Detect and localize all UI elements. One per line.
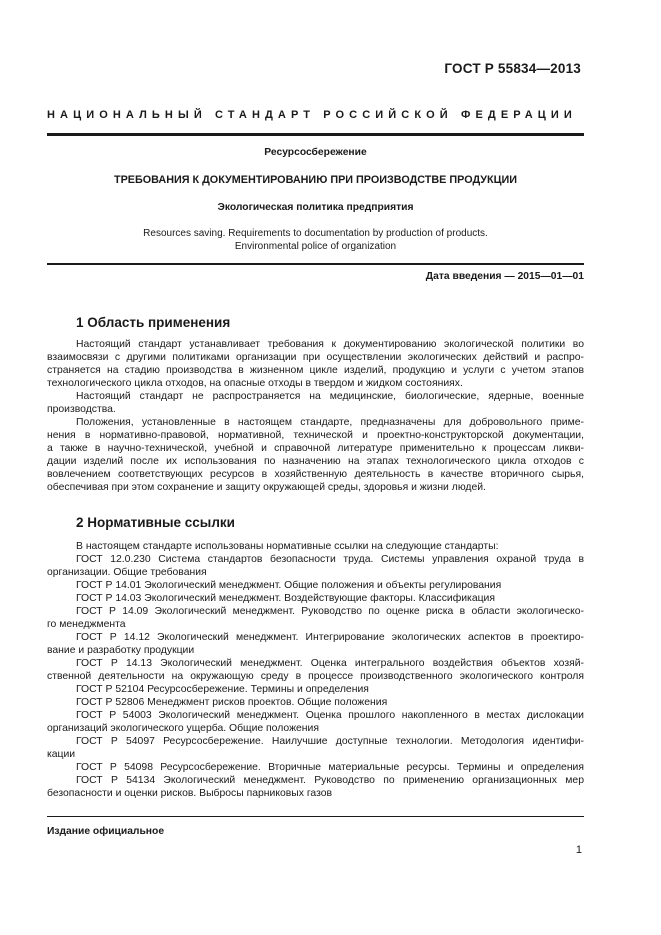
text-line: Настоящий стандарт устанавливает требования к документированию экологической политики во <box>76 339 584 350</box>
reference-line: ГОСТ 12.0.230 Система стандартов безопасности труда. Системы управления охраной труда в <box>76 554 584 565</box>
reference-line: организаций экологического ущерба. Общие положения <box>47 723 319 734</box>
reference-line: ГОСТ Р 14.03 Экологический менеджмент. Воздействующие факторы. Классификация <box>76 593 495 604</box>
text-line: Настоящий стандарт не распространяется на медицинские, биологические, ядерные, военные <box>76 391 584 402</box>
reference-line: вание и разработку продукции <box>47 645 195 656</box>
document-title: ТРЕБОВАНИЯ К ДОКУМЕНТИРОВАНИЮ ПРИ ПРОИЗВОДСТВЕ ПРОДУКЦИИ <box>113 174 517 186</box>
english-title-line-2: Environmental police of organization <box>234 241 397 252</box>
document-subtitle: Экологическая политика предприятия <box>217 202 414 213</box>
page-number: 1 <box>575 844 582 856</box>
reference-line: безопасности и оценки рисков. Выбросы парниковых газов <box>47 788 333 799</box>
section-2-body <box>47 540 584 800</box>
text-line: взаимосвязи с другими политиками организации при осуществлении экологических действий и распро- <box>47 352 584 363</box>
title-group: Ресурсосбережение <box>264 147 367 158</box>
text-line: страняется на стадию производства в жизненном цикле изделий, продукцию и услуги с учетом этапов <box>47 365 584 376</box>
footer-divider <box>47 816 584 817</box>
reference-line: ГОСТ Р 14.12 Экологический менеджмент. Интегрирование экологических аспектов в проектиро- <box>76 632 584 643</box>
reference-line: кации <box>47 749 76 760</box>
title-divider <box>47 263 584 265</box>
reference-line: ственной деятельности на окружающую среду в процессе производственного экологического контроля <box>47 671 584 682</box>
text-line: нения в нормативно-правовой, нормативной, технической и проектно-конструкторской документации, <box>47 430 584 441</box>
reference-line: организации. Общие требования <box>47 567 207 578</box>
reference-line: ГОСТ Р 14.01 Экологический менеджмент. Общие положения и объекты регулирования <box>76 580 502 591</box>
section-1-body <box>47 338 584 494</box>
official-edition-label: Издание официальное <box>47 826 165 837</box>
english-title-line-1: Resources saving. Requirements to documentation by production of products. <box>143 228 488 239</box>
reference-line: ГОСТ Р 54134 Экологический менеджмент. Руководство по применению организационных мер <box>76 775 584 786</box>
text-line: а также в научно-технической, учебной и справочной литературе применительно к процессам ликви- <box>47 443 584 454</box>
reference-line: ГОСТ Р 14.13 Экологический менеджмент. Оценка интегрального воздействия объектов хозяй- <box>76 658 584 669</box>
english-title <box>47 227 584 253</box>
reference-line: ГОСТ Р 52806 Менеджмент рисков проектов. Общие положения <box>76 697 388 708</box>
standard-number: ГОСТ Р 55834—2013 <box>444 61 581 76</box>
national-standard-heading: НАЦИОНАЛЬНЫЙ СТАНДАРТ РОССИЙСКОЙ ФЕДЕРАЦИИ <box>47 109 577 121</box>
reference-line: ГОСТ Р 54003 Экологический менеджмент. Оценка прошлого накопленного в местах дислокации <box>76 710 584 721</box>
reference-line: ГОСТ Р 54098 Ресурсосбережение. Вторичные материальные ресурсы. Термины и определения <box>76 762 584 773</box>
text-line: В настоящем стандарте использованы нормативные ссылки на следующие стандарты: <box>76 541 499 552</box>
text-line: вовлечением соответствующих ресурсов в хозяйственную деятельность в качестве вторичного сырья, <box>47 469 584 480</box>
text-line: дации изделий после их использования по назначению на этапах технологического цикла отходов с <box>47 456 584 467</box>
section-1-heading: 1 Область применения <box>76 315 231 330</box>
text-line: Положения, установленные в настоящем стандарте, предназначены для добровольного приме- <box>76 417 584 428</box>
reference-line: ГОСТ Р 52104 Ресурсосбережение. Термины и определения <box>76 684 369 695</box>
text-line: технологического цикла отходов, на опасные отходы в твердом и жидком состояниях. <box>47 378 463 389</box>
reference-line: ГОСТ Р 14.09 Экологический менеджмент. Руководство по оценке риска в области экологическо- <box>76 606 584 617</box>
introduction-date: Дата введения — 2015—01—01 <box>425 271 584 282</box>
section-2-heading: 2 Нормативные ссылки <box>76 515 235 530</box>
reference-line: го менеджмента <box>47 619 126 630</box>
reference-line: ГОСТ Р 54097 Ресурсосбережение. Наилучшие доступные технологии. Методология идентифи- <box>76 736 584 747</box>
header-divider <box>47 133 584 136</box>
text-line: производства. <box>47 404 116 415</box>
text-line: обеспечивая при этом сохранение и защиту окружающей среды, здоровья и жизни людей. <box>47 482 486 493</box>
